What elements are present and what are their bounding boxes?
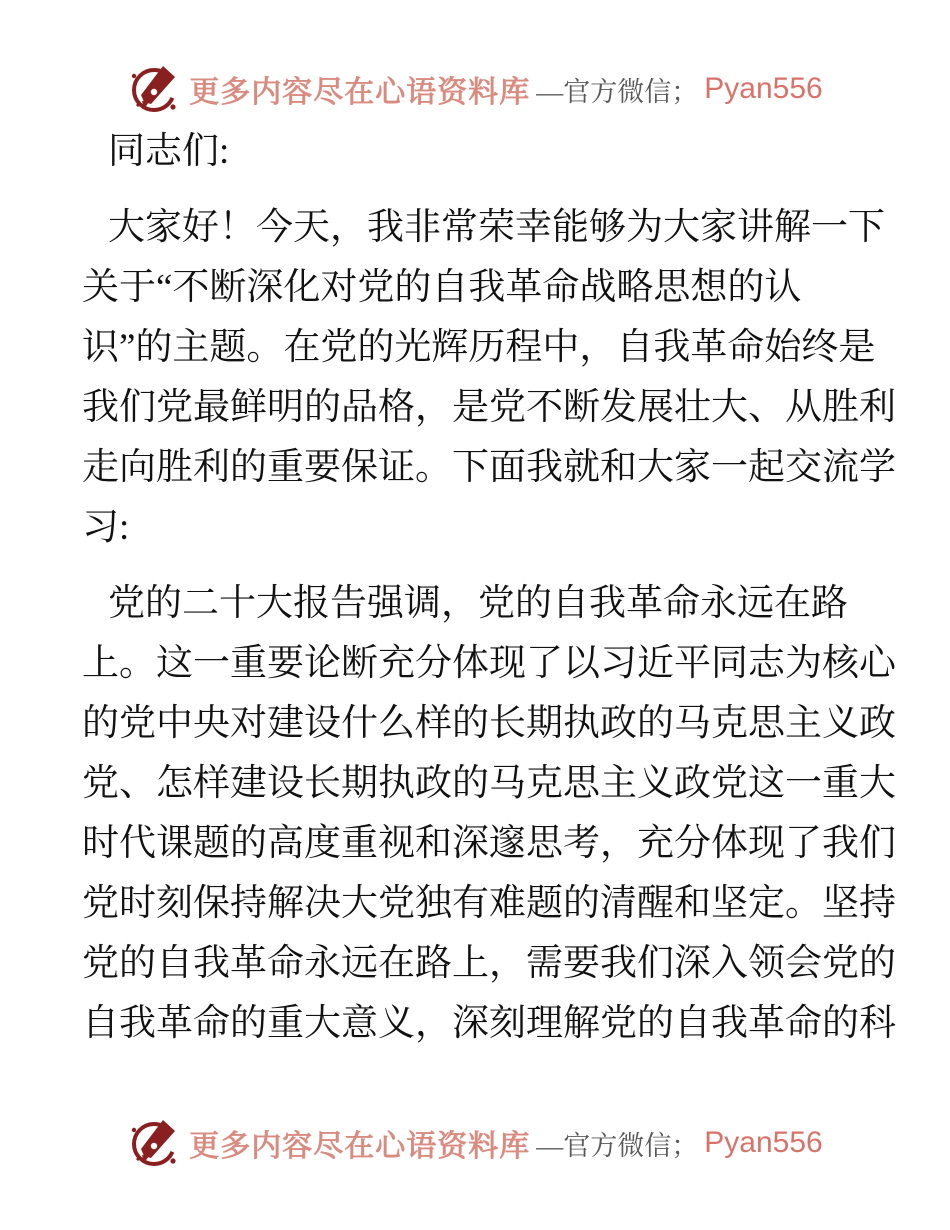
watermark-wechat-id: Pyan556 [704, 72, 823, 105]
text-line: 习: [82, 507, 130, 548]
watermark-wechat-label: —官方微信； [536, 76, 699, 107]
pen-nib-logo-icon [127, 1116, 181, 1170]
text-line: 时代课题的高度重视和深邃思考，充分体现了我们 [82, 823, 896, 864]
text-line: 识”的主题。在党的光辉历程中，自我革命始终是 [82, 327, 876, 368]
header-watermark [0, 58, 950, 120]
text-line: 大家好！今天，我非常荣幸能够为大家讲解一下 [108, 207, 885, 248]
text-line: 的党中央对建设什么样的长期执政的马克思主义政 [82, 703, 896, 744]
paragraph [82, 122, 868, 182]
document-body [82, 122, 896, 1054]
pen-nib-logo-icon [127, 62, 181, 116]
text-line: 党的自我革命永远在路上，需要我们深入领会党的 [82, 943, 896, 984]
text-line: 关于“不断深化对党的自我革命战略思想的认 [82, 267, 802, 308]
paragraph [82, 198, 896, 558]
text-line: 我们党最鲜明的品格，是党不断发展壮大、从胜利 [82, 387, 896, 428]
paragraph [82, 574, 896, 1054]
text-line: 党时刻保持解决大党独有难题的清醒和坚定。坚持 [82, 883, 896, 924]
watermark-brand-text: 更多内容尽在心语资料库 [189, 1130, 531, 1163]
watermark-wechat-id: Pyan556 [704, 1126, 823, 1159]
text-line: 自我革命的重大意义，深刻理解党的自我革命的科 [82, 1003, 896, 1044]
text-line: 走向胜利的重要保证。下面我就和大家一起交流学 [82, 447, 896, 488]
text-line: 党、怎样建设长期执政的马克思主义政党这一重大 [82, 763, 896, 804]
footer-watermark [0, 1112, 950, 1174]
text-line: 上。这一重要论断充分体现了以习近平同志为核心 [82, 643, 896, 684]
watermark-wechat-label: —官方微信； [536, 1130, 699, 1161]
text-line: 同志们: [108, 131, 230, 172]
watermark-brand-text: 更多内容尽在心语资料库 [189, 76, 531, 109]
text-line: 党的二十大报告强调，党的自我革命永远在路 [108, 583, 848, 624]
